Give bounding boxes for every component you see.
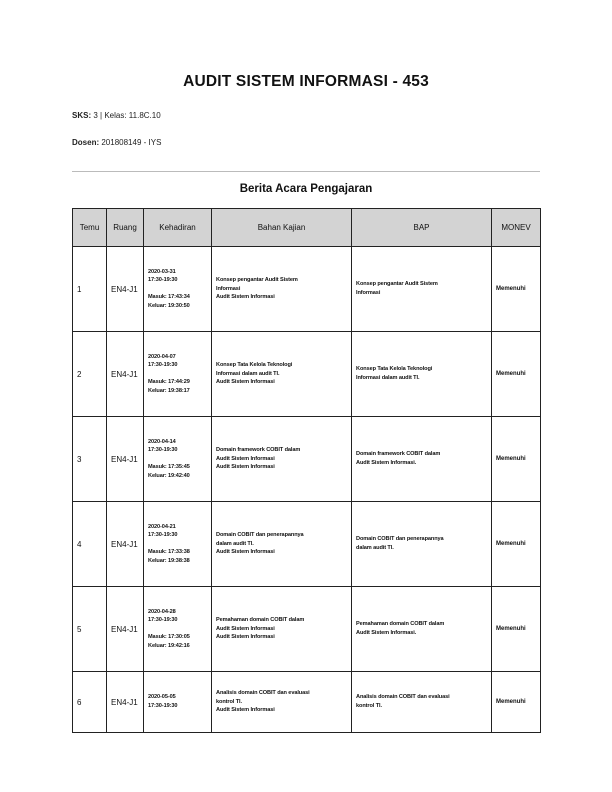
cell-bap	[352, 247, 492, 332]
cell-ruang: EN4-J1	[107, 502, 144, 587]
cell-temu: 2	[73, 332, 107, 417]
header-monev: MONEV	[492, 209, 541, 247]
header-kehadiran: Kehadiran	[144, 209, 212, 247]
session-date: 2020-03-31	[148, 268, 176, 275]
cell-bahan-kajian	[212, 587, 352, 672]
check-out-time: Keluar: 19:30:50	[148, 302, 190, 309]
table-row	[73, 417, 541, 502]
bap-line: Pemahaman domain COBIT dalam	[356, 621, 445, 628]
session-time: 17:30-19:30	[148, 532, 178, 539]
session-time: 17:30-19:30	[148, 617, 178, 624]
cell-bap	[352, 332, 492, 417]
session-date: 2020-05-05	[148, 694, 176, 701]
lecturer-info	[72, 138, 161, 147]
dosen-label: Dosen:	[72, 138, 100, 147]
cell-bahan-kajian	[212, 417, 352, 502]
bap-table	[72, 208, 541, 733]
bap-line: Informasi dalam audit TI.	[356, 375, 420, 381]
cell-monev: Memenuhi	[492, 502, 541, 587]
spacer	[148, 285, 207, 293]
bahan-line: Konsep Tata Kelola Teknologi	[216, 362, 293, 369]
bahan-line: Konsep pengantar Audit Sistem	[216, 277, 298, 284]
cell-temu: 1	[73, 247, 107, 332]
session-date: 2020-04-07	[148, 353, 176, 360]
session-time: 17:30-19:30	[148, 362, 178, 369]
bap-line: Audit Sistem Informasi.	[356, 460, 417, 466]
bahan-line: Analisis domain COBIT dan evaluasi	[216, 690, 310, 697]
cell-monev: Memenuhi	[492, 672, 541, 733]
cell-temu: 3	[73, 417, 107, 502]
cell-ruang: EN4-J1	[107, 332, 144, 417]
table-row	[73, 672, 541, 733]
document-title: AUDIT SISTEM INFORMASI - 453	[183, 73, 429, 90]
cell-kehadiran	[144, 247, 212, 332]
cell-ruang: EN4-J1	[107, 417, 144, 502]
bap-line: Domain framework COBIT dalam	[356, 451, 441, 458]
spacer	[148, 540, 207, 548]
divider	[72, 171, 540, 172]
check-in-time: Masuk: 17:33:38	[148, 549, 190, 555]
table-row	[73, 332, 541, 417]
cell-bahan-kajian	[212, 332, 352, 417]
cell-monev: Memenuhi	[492, 417, 541, 502]
bahan-line: Audit Sistem Informasi	[216, 634, 275, 641]
session-time: 17:30-19:30	[148, 277, 178, 284]
bahan-line: Audit Sistem Informasi	[216, 455, 275, 462]
cell-bahan-kajian	[212, 502, 352, 587]
cell-kehadiran	[144, 417, 212, 502]
cell-ruang: EN4-J1	[107, 672, 144, 733]
header-temu: Temu	[73, 209, 107, 247]
bahan-line: Informasi	[216, 285, 241, 292]
cell-ruang: EN4-J1	[107, 587, 144, 672]
session-date: 2020-04-14	[148, 438, 176, 445]
bahan-line: Audit Sistem Informasi	[216, 294, 275, 301]
cell-temu: 5	[73, 587, 107, 672]
bahan-line: Pemahaman domain COBIT dalam	[216, 617, 305, 624]
session-time: 17:30-19:30	[148, 447, 178, 454]
bahan-line: dalam audit TI.	[216, 540, 254, 547]
dosen-value: 201808149 - IYS	[101, 138, 162, 147]
table-row	[73, 587, 541, 672]
cell-temu: 6	[73, 672, 107, 733]
bahan-line: Audit Sistem Informasi	[216, 625, 275, 632]
cell-bap	[352, 672, 492, 733]
cell-monev: Memenuhi	[492, 587, 541, 672]
session-date: 2020-04-28	[148, 608, 176, 615]
bap-line: Analisis domain COBIT dan evaluasi	[356, 694, 450, 701]
spacer	[148, 625, 207, 633]
bahan-line: Audit Sistem Informasi	[216, 464, 275, 471]
bahan-line: Domain framework COBIT dalam	[216, 447, 301, 454]
sks-label: SKS:	[72, 111, 92, 120]
cell-bap	[352, 587, 492, 672]
bahan-line: Domain COBIT dan penerapannya	[216, 532, 304, 539]
cell-bahan-kajian	[212, 247, 352, 332]
check-in-time: Masuk: 17:30:05	[148, 634, 190, 640]
header-bahan-kajian: Bahan Kajian	[212, 209, 352, 247]
cell-kehadiran	[144, 672, 212, 733]
bahan-line: Audit Sistem Informasi	[216, 707, 275, 714]
sks-value: 3 | Kelas: 11.8C.10	[93, 111, 161, 120]
spacer	[148, 370, 207, 378]
check-in-time: Masuk: 17:35:45	[148, 464, 190, 470]
cell-bap	[352, 502, 492, 587]
check-out-time: Keluar: 19:38:17	[148, 387, 190, 394]
bap-line: Domain COBIT dan penerapannya	[356, 536, 444, 543]
header-ruang: Ruang	[107, 209, 144, 247]
bahan-line: Audit Sistem Informasi	[216, 549, 275, 556]
cell-temu: 4	[73, 502, 107, 587]
bahan-line: kontrol TI.	[216, 698, 242, 705]
cell-bahan-kajian	[212, 672, 352, 733]
check-in-time: Masuk: 17:43:34	[148, 294, 190, 300]
bahan-line: Audit Sistem Informasi	[216, 379, 275, 386]
cell-ruang: EN4-J1	[107, 247, 144, 332]
bap-line: Audit Sistem Informasi.	[356, 630, 417, 636]
bap-line: Informasi	[356, 290, 381, 296]
cell-monev: Memenuhi	[492, 332, 541, 417]
table-row	[73, 247, 541, 332]
check-out-time: Keluar: 19:42:40	[148, 472, 190, 479]
session-time: 17:30-19:30	[148, 703, 178, 709]
cell-kehadiran	[144, 587, 212, 672]
check-in-time: Masuk: 17:44:29	[148, 379, 190, 385]
course-info	[72, 111, 161, 120]
table-row	[73, 502, 541, 587]
cell-kehadiran	[144, 502, 212, 587]
cell-monev: Memenuhi	[492, 247, 541, 332]
check-out-time: Keluar: 19:38:38	[148, 557, 190, 564]
section-title: Berita Acara Pengajaran	[239, 183, 373, 195]
cell-bap	[352, 417, 492, 502]
spacer	[148, 455, 207, 463]
bahan-line: Informasi dalam audit TI.	[216, 370, 280, 377]
check-out-time: Keluar: 19:42:16	[148, 642, 190, 649]
bap-line: kontrol TI.	[356, 703, 382, 709]
header-bap: BAP	[352, 209, 492, 247]
cell-kehadiran	[144, 332, 212, 417]
session-date: 2020-04-21	[148, 523, 176, 530]
bap-line: Konsep pengantar Audit Sistem	[356, 281, 438, 288]
bap-line: dalam audit TI.	[356, 545, 394, 551]
table-header-row	[73, 209, 541, 247]
bap-line: Konsep Tata Kelola Teknologi	[356, 366, 433, 373]
